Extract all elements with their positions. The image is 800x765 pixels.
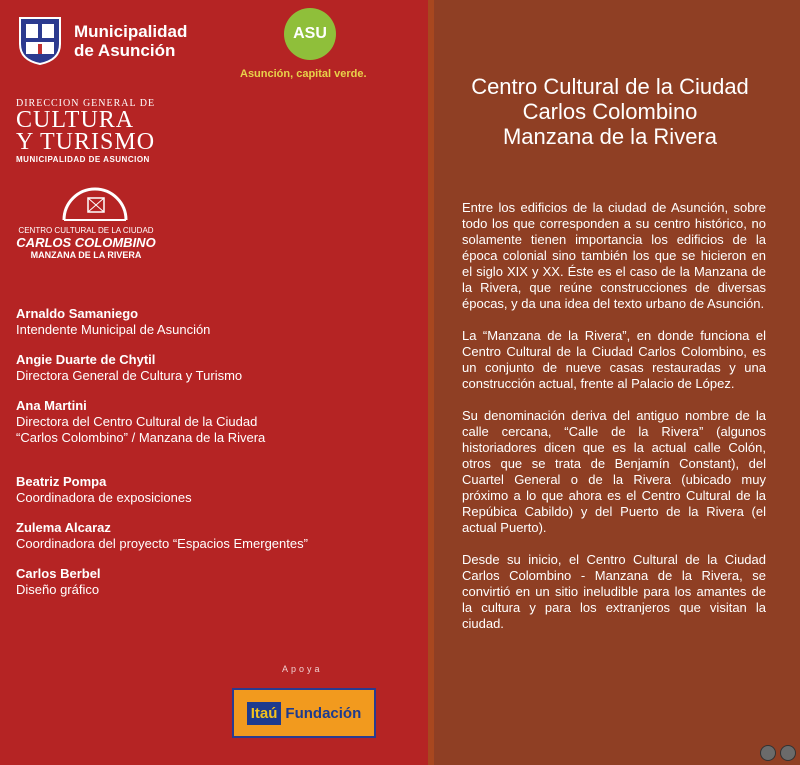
municipality-name — [74, 22, 187, 60]
centro-cultural-text — [16, 226, 156, 260]
credit-item — [16, 306, 416, 338]
body-paragraph: La “Manzana de la Rivera”, en donde funciona el Centro Cultural de la Ciudad Carlos Colombino, es un conjunto de nueve casas restauradas y una construcción actual, frente al Palacio de López. — [462, 328, 766, 391]
municipal-shield-logo — [16, 14, 64, 66]
cultura-big1: CULTURA — [16, 107, 135, 133]
ccc-line1: CENTRO CULTURAL DE LA CIUDAD — [18, 226, 154, 235]
panel-body — [462, 200, 766, 648]
credit-role: Directora General de Cultura y Turismo — [16, 368, 243, 383]
credit-item — [16, 566, 416, 598]
cultura-foot: MUNICIPALIDAD DE ASUNCION — [16, 155, 150, 164]
credit-role: Diseño gráfico — [16, 582, 100, 597]
credit-name: Beatriz Pompa — [16, 474, 107, 489]
asu-tagline: Asunción, capital verde. — [240, 68, 367, 80]
credit-role: Intendente Municipal de Asunción — [16, 322, 211, 337]
credit-name: Angie Duarte de Chytil — [16, 352, 156, 367]
corner-controls — [760, 745, 796, 761]
credit-name: Zulema Alcaraz — [16, 520, 111, 535]
cultura-big2: Y TURISMO — [16, 129, 156, 155]
credit-name: Ana Martini — [16, 398, 87, 413]
credit-name: Carlos Berbel — [16, 566, 101, 581]
nav-dot-icon[interactable] — [780, 745, 796, 761]
credit-role-2: “Carlos Colombino” / Manzana de la Rivera — [16, 430, 266, 445]
credit-item — [16, 352, 416, 384]
ccc-line3: MANZANA DE LA RIVERA — [30, 250, 142, 260]
credit-role: Coordinadora de exposiciones — [16, 490, 192, 505]
title-line3: Manzana de la Rivera — [502, 124, 717, 149]
cultura-logo — [16, 98, 155, 164]
fundacion-word: Fundación — [285, 704, 362, 722]
muni-line1: Municipalidad — [74, 22, 188, 41]
title-line2: Carlos Colombino — [522, 99, 698, 124]
nav-dot-icon[interactable] — [760, 745, 776, 761]
credit-role: Coordinadora del proyecto “Espacios Emergentes” — [16, 536, 308, 551]
credit-item — [16, 398, 416, 446]
body-paragraph: Desde su inicio, el Centro Cultural de la Ciudad Carlos Colombino - Manzana de la Rivera, se convirtió en un sitio ineludible para los amantes de la cultura y para los extranjeros que visitan la ciudad. — [462, 552, 766, 631]
muni-line2: de Asunción — [74, 41, 176, 60]
credits-list — [16, 306, 416, 612]
credit-item — [16, 520, 416, 552]
credit-name: Arnaldo Samaniego — [16, 306, 139, 321]
cultura-small: DIRECCION GENERAL DE — [16, 98, 156, 109]
itau-word: Itaú — [247, 702, 282, 725]
title-line1: Centro Cultural de la Ciudad — [471, 74, 749, 99]
panel-title — [440, 74, 780, 149]
ccc-line2: CARLOS COLOMBINO — [16, 235, 156, 250]
apoya-label: Apoya — [282, 664, 323, 674]
credit-item — [16, 474, 416, 506]
credit-role: Directora del Centro Cultural de la Ciudad — [16, 414, 258, 429]
itau-fundacion-logo — [232, 688, 376, 738]
asu-badge: ASU — [284, 8, 336, 60]
body-paragraph: Su denominación deriva del antiguo nombre de la calle cercana, “Calle de la Rivera” (algunos historiadores dicen que es la actual calle Colón, otros que se trata de Benjamín Constant), del Cuartel General o de la Rivera (ubicado muy próximo a lo que ahora es el Centro Cultural de la Repúbica Cabildo) y del Puerto de la Rivera (el actual Puerto). — [462, 408, 766, 535]
body-paragraph: Entre los edificios de la ciudad de Asunción, sobre todo los que corresponden a su centro histórico, no solamente tienen importancia los edificios de la época colonial sino también los que se hicieron en el siglo XIX y XX. Éste es el caso de la Manzana de la Rivera, que reúne construcciones de diversas épocas, y da una idea del texto urbano de Asunción. — [462, 200, 766, 311]
centro-cultural-arch-logo — [60, 178, 130, 222]
